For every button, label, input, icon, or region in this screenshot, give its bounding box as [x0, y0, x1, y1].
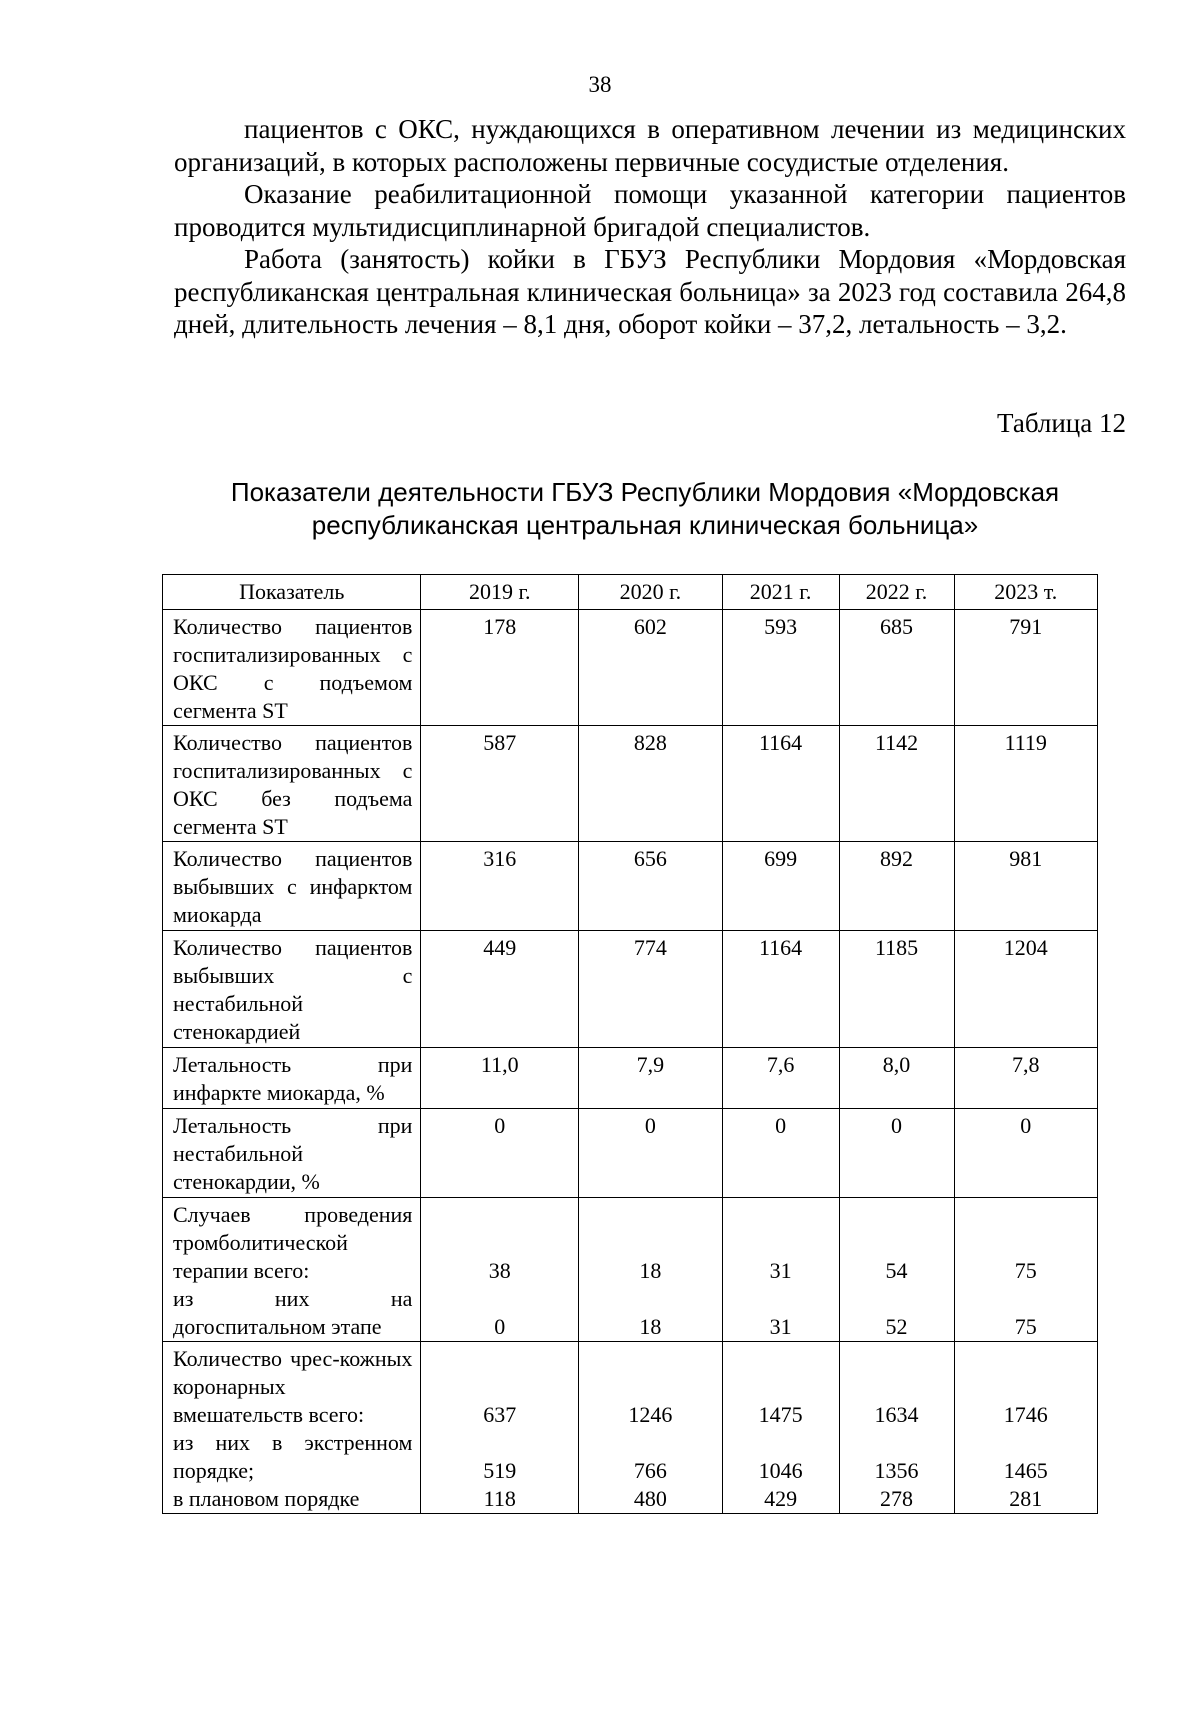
table-cell: 1185	[839, 931, 954, 1048]
cell-subvalue: 766	[633, 1458, 667, 1483]
row-label-main: Случаев проведения тромболитической терапии всего:	[173, 1202, 413, 1283]
cell-value: 31	[769, 1258, 792, 1283]
cell-subvalue: 429	[764, 1486, 798, 1511]
cell-subvalue: 1356	[874, 1458, 919, 1483]
table-cell: 0	[722, 1109, 839, 1198]
table-cell: 7,9	[579, 1048, 722, 1109]
column-header: 2021 г.	[722, 575, 839, 610]
table-cell	[722, 1198, 839, 1342]
table-cell: 1164	[722, 931, 839, 1048]
table-cell: 0	[839, 1109, 954, 1198]
cell-subvalue: 0	[494, 1314, 506, 1339]
table-row	[163, 1109, 1098, 1198]
table-cell: 828	[579, 726, 722, 842]
column-header: Показатель	[163, 575, 421, 610]
cell-subvalue: 52	[885, 1314, 908, 1339]
table-cell: 8,0	[839, 1048, 954, 1109]
cell-subvalue: 18	[639, 1314, 662, 1339]
table-cell: 892	[839, 842, 954, 931]
table-number: Таблица 12	[997, 408, 1126, 438]
table-cell	[839, 1342, 954, 1514]
column-header: 2020 г.	[579, 575, 722, 610]
table-cell: 0	[421, 1109, 579, 1198]
row-label	[163, 1342, 421, 1514]
indicators-table	[162, 574, 1098, 1514]
cell-subvalue: 480	[633, 1486, 667, 1511]
table-cell: 587	[421, 726, 579, 842]
row-label: Летальность при инфаркте миокарда, %	[163, 1048, 421, 1109]
row-label-sub: в плановом порядке	[173, 1486, 360, 1511]
table-row	[163, 1342, 1098, 1514]
page-number: 38	[588, 72, 612, 97]
row-label: Количество пациентов госпитализированных с ОКС без подъема сегмента ST	[163, 726, 421, 842]
cell-value: 18	[639, 1258, 662, 1283]
paragraph: Работа (занятость) койки в ГБУЗ Республики Мордовия «Мордовская республиканская центральная клиническая больница» за 2023 год составила 264,8 дней, длительность лечения – 8,1 дня, оборот койки – 37,2, летальность – 3,2.	[174, 244, 1126, 339]
cell-value: 1634	[874, 1402, 919, 1427]
paragraph: Оказание реабилитационной помощи указанной категории пациентов проводится мультидисциплинарной бригадой специалистов.	[174, 179, 1126, 242]
table-cell: 7,8	[954, 1048, 1097, 1109]
table-row	[163, 842, 1098, 931]
row-label	[163, 1198, 421, 1342]
body-text	[174, 113, 1126, 341]
table-cell: 1119	[954, 726, 1097, 842]
table-cell: 1164	[722, 726, 839, 842]
table-cell: 774	[579, 931, 722, 1048]
table-cell: 1142	[839, 726, 954, 842]
row-label: Летальность при нестабильной стенокардии, %	[163, 1109, 421, 1198]
row-label-main: Количество чрес-кожных коронарных вмешательств всего:	[173, 1346, 413, 1427]
table-cell: 602	[579, 610, 722, 726]
column-header: 2023 т.	[954, 575, 1097, 610]
table-cell: 1204	[954, 931, 1097, 1048]
table-cell	[954, 1342, 1097, 1514]
cell-value: 38	[488, 1258, 511, 1283]
table-row	[163, 1198, 1098, 1342]
cell-value: 1475	[758, 1402, 803, 1427]
table-cell: 981	[954, 842, 1097, 931]
table-cell	[722, 1342, 839, 1514]
table-cell: 685	[839, 610, 954, 726]
cell-subvalue: 281	[1009, 1486, 1043, 1511]
column-header: 2022 г.	[839, 575, 954, 610]
table-cell	[421, 1198, 579, 1342]
cell-subvalue: 118	[483, 1486, 516, 1511]
table-cell: 0	[579, 1109, 722, 1198]
table-row	[163, 931, 1098, 1048]
table-cell: 11,0	[421, 1048, 579, 1109]
row-label: Количество пациентов выбывших с нестабильной стенокардией	[163, 931, 421, 1048]
table-cell	[579, 1198, 722, 1342]
cell-subvalue: 31	[769, 1314, 792, 1339]
table-cell: 449	[421, 931, 579, 1048]
table-cell	[954, 1198, 1097, 1342]
cell-value: 1746	[1003, 1402, 1048, 1427]
cell-subvalue: 75	[1014, 1314, 1037, 1339]
cell-subvalue: 1465	[1003, 1458, 1048, 1483]
paragraph: пациентов с ОКС, нуждающихся в оперативном лечении из медицинских организаций, в которых расположены первичные сосудистые отделения.	[174, 114, 1126, 177]
table-cell	[579, 1342, 722, 1514]
column-header: 2019 г.	[421, 575, 579, 610]
table-row	[163, 610, 1098, 726]
cell-value: 637	[483, 1402, 517, 1427]
cell-subvalue: 519	[483, 1458, 517, 1483]
table-cell: 316	[421, 842, 579, 931]
row-label-sub: из них на догоспитальном этапе	[173, 1286, 413, 1339]
cell-value: 1246	[628, 1402, 673, 1427]
table-cell: 0	[954, 1109, 1097, 1198]
table-title: Показатели деятельности ГБУЗ Республики Мордовия «Мордовская республиканская центральная клиническая больница»	[230, 477, 1060, 540]
cell-value: 54	[885, 1258, 908, 1283]
cell-value: 75	[1014, 1258, 1037, 1283]
row-label: Количество пациентов госпитализированных с ОКС с подъемом сегмента ST	[163, 610, 421, 726]
table-cell: 593	[722, 610, 839, 726]
table-cell	[839, 1198, 954, 1342]
table-row	[163, 726, 1098, 842]
table-cell: 656	[579, 842, 722, 931]
cell-subvalue: 1046	[758, 1458, 803, 1483]
row-label: Количество пациентов выбывших с инфарктом миокарда	[163, 842, 421, 931]
table-row	[163, 1048, 1098, 1109]
table-header-row	[163, 575, 1098, 610]
table-cell: 178	[421, 610, 579, 726]
table-cell: 699	[722, 842, 839, 931]
row-label-sub: из них в экстренном порядке;	[173, 1430, 413, 1483]
table-cell: 7,6	[722, 1048, 839, 1109]
table-cell	[421, 1342, 579, 1514]
cell-subvalue: 278	[880, 1486, 914, 1511]
table-cell: 791	[954, 610, 1097, 726]
